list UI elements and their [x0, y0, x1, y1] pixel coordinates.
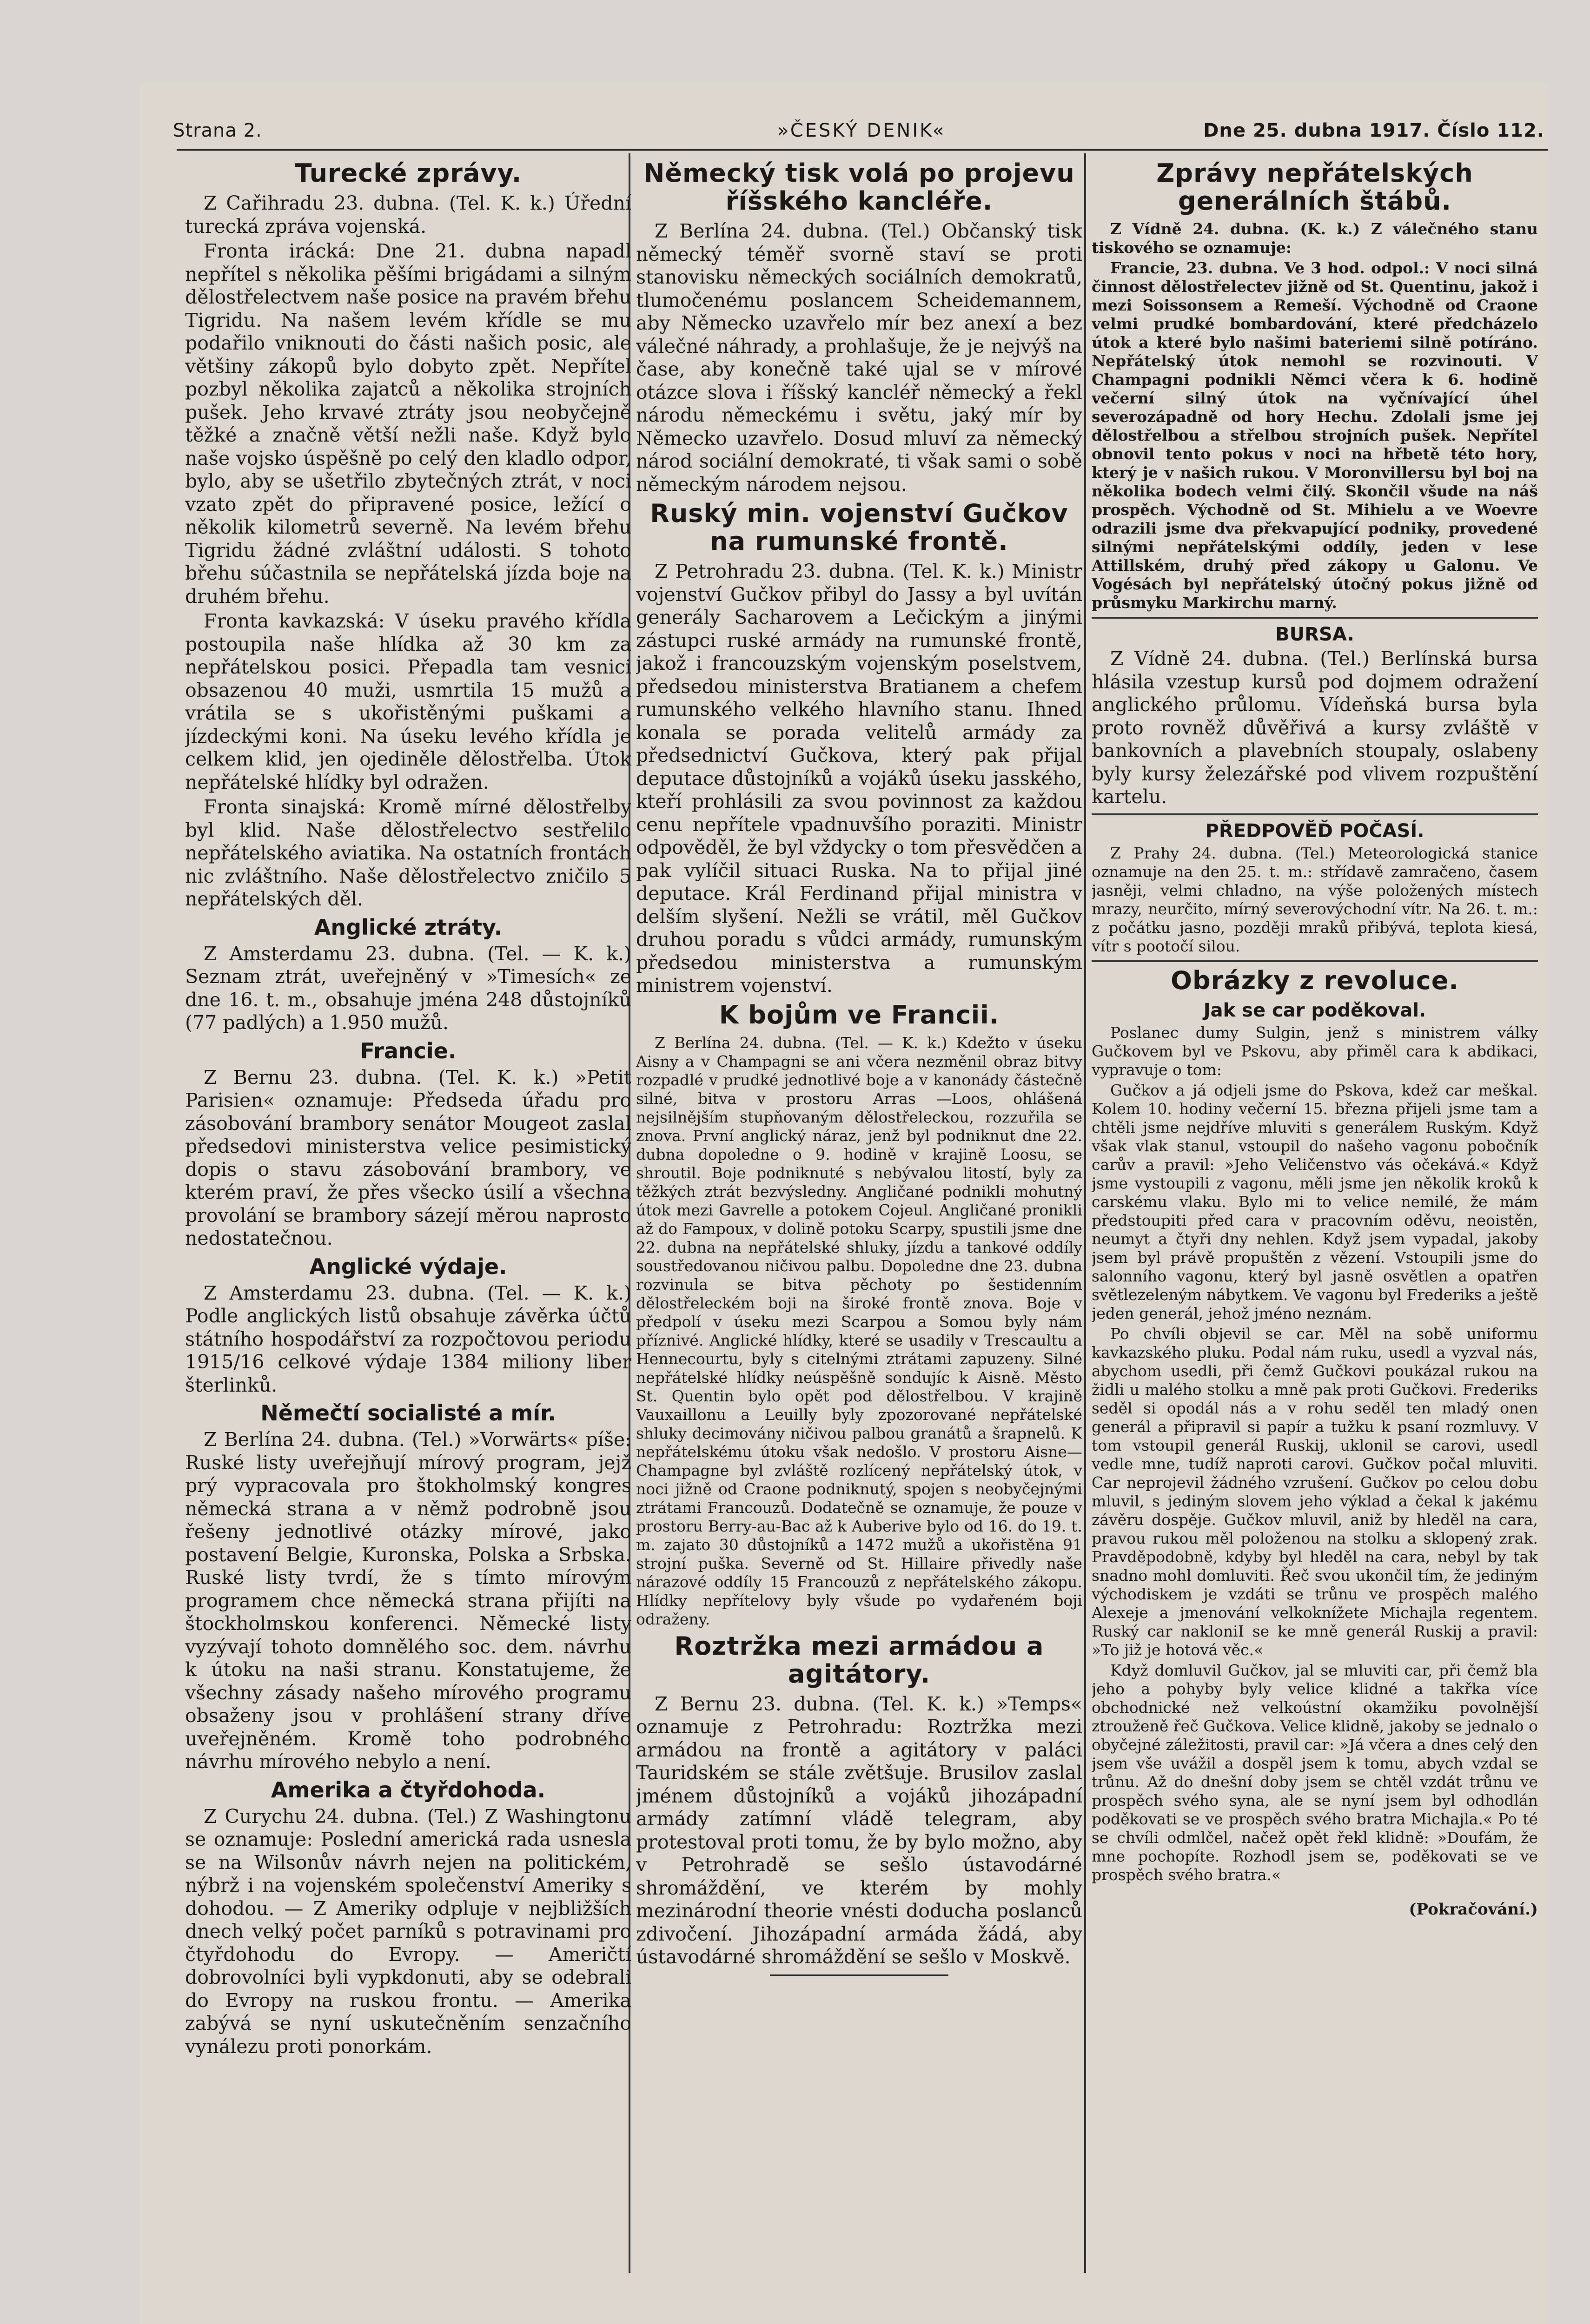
section-separator — [1092, 960, 1538, 962]
article-text: Francie, 23. dubna. Ve 3 hod. odpol.: V noci silná činnost dělostřelectev jižně od St. Quentinu, jakož i mezi Soissonsem a Remeší. Východně od Craone velmi prudké bombardování, které předcházelo útok a které bylo našimi bateriemi silně potíráno. Nepřátelský útok nemohl se rozvinouti. V Champagni podnikli Němci včera k 6. hodině večerní silný útok na vyčnívající úhel severozápadně od hory Hechu. Zdolali jsme jej dělostřelbou a střelbou strojních pušek. Nepřítel obnovil tento pokus v noci na hřbetě této hory, který je v našich rukou. V Moronvillersu byl boj na několika bodech velmi čilý. Skončil všude na náš prospěch. Východně od St. Mihielu a ve Woevre odrazili jsme dva překvapující podniky, provedené silnými nepřátelskými oddíly, jeden v lese Attillském, druhý před zákopy u Galonu. Ve Vogésách byl nepřátelský útočný pokus jižně od průsmyku Markirchu marný. — [1092, 259, 1538, 612]
article-text: Z Bernu 23. dubna. (Tel. K. k.) »Petit Parisien« oznamuje: Předseda úřadu pro zásobování brambory senátor Mougeot zaslal předsedovi ministerstva velice pesimistický dopis o stavu zásobování brambory, ve kterém praví, že přes všecko úsilí a všechna provolání se brambory sázejí měrou naprosto nedostatečnou. — [185, 1066, 631, 1249]
newspaper-title: »ČESKÝ DENIK« — [777, 120, 946, 141]
article-title: BURSA. — [1275, 624, 1354, 645]
article-title: Turecké zprávy. — [294, 158, 522, 188]
article-text: Fronta kavkazská: V úseku pravého křídla postoupila naše hlídka až 30 km za nepřátelskou posici. Přepadla tam vesnici obsazenou 40 muži, usmrtila 15 mužů a vrátila se s ukořistěnými puškami a jízdeckými koni. Na úseku levého křídla je celkem klid, jen ojediněle dělostřelba. Útok nepřátelské hlídky byl odražen. — [185, 610, 631, 793]
column-divider — [1084, 153, 1086, 2273]
column-1 — [185, 156, 631, 2303]
article-text: Z Amsterdamu 23. dubna. (Tel. — K. k.) Podle anglických listů obsahuje závěrka účtů státního hospodářství za rozpočtovou periodu 1915/16 celkové výdaje 1384 miliony liber šterlinků. — [185, 1281, 631, 1396]
article-text: Fronta irácká: Dne 21. dubna napadl nepřítel s několika pěšími brigádami a silným dělostřelectvem naše posice na pravém břehu Tigridu. Na našem levém křídle se mu podařilo vniknouti do části našich posic, ale většiny zákopů bylo dobyto zpět. Nepřítel pozbyl několika zajatců a několika strojních pušek. Jeho krvavé ztráty jsou neobyčejně těžké a značně větší nežli naše. Když bylo naše vojsko úspěšně po celý den kladlo odpor, bylo, aby se ušetřilo zbytečných ztrát, v noci vzato zpět do připravené posice, ležící o několik kilometrů severně. Na levém břehu Tigridu žádné zvláštní události. S tohoto břehu súčastnila se nepřátelská jízda boje na druhém břehu. — [185, 240, 631, 607]
column-3 — [1092, 156, 1538, 2303]
article-title: Obrázky z revoluce. — [1171, 965, 1459, 995]
article-subtitle: Jak se car poděkoval. — [1203, 999, 1426, 1021]
article-text: Z Amsterdamu 23. dubna. (Tel. — K. k.) Seznam ztrát, uveřejněný v »Timesích« ze dne 16. t. m., obsahuje jména 248 důstojníků (77 padlých) a 1.950 mužů. — [185, 942, 631, 1034]
article-text: Z Petrohradu 23. dubna. (Tel. K. k.) Ministr vojenství Gučkov přibyl do Jassy a byl uvítán generály Sacharovem a Lečickým a jinými zástupci ruské armády na rumunské frontě, jakož i francouzským vojenským poselstvem, předsedou ministerstva Bratianem a chefem rumunského velkého hlavního stanu. Ihned konala se porada velitelů armády za předsednictví Gučkova, který pak přijal deputace důstojníků a vojáků úseku jasského, kteří prohlásili za svou povinnost za každou cenu nepřítele vpadnuvšího poraziti. Ministr odpověděl, že byl vždycky o tom přesvědčen a pak vylíčil situaci Ruska. Na to přijal jiné deputace. Král Ferdinand přijal ministra v delším slyšení. Nežli se vrátil, měl Gučkov druhou poradu s vůdci armády, rumunským předsedou ministerstva a rumunským ministrem vojenství. — [636, 560, 1082, 997]
article-text: Z Bernu 23. dubna. (Tel. K. k.) »Temps« oznamuje z Petrohradu: Roztržka mezi armádou na frontě a agitátory v paláci Tauridském se stále zvětšuje. Brusilov zaslal jménem důstojníků a vojáků jihozápadní armády zatímní vládě telegram, aby protestoval proti tomu, že by bylo možno, aby v Petrohradě se sešlo ústavodárné shromáždění, ve kterém by mohly mezinárodní theorie vnésti doducha poslanců zdivočení. Jihozápadní armáda žádá, aby ústavodárné shromáždění se sešlo v Moskvě. — [636, 1692, 1082, 1968]
article-title: Němečtí socialisté a mír. — [260, 1400, 556, 1426]
masthead-rule — [177, 149, 1548, 151]
article-title: Německý tisk volá po projevu říšského kancléře. — [643, 158, 1075, 216]
article-title: Anglické ztráty. — [314, 914, 503, 940]
section-separator — [1092, 813, 1538, 815]
article-text: Z Cařihradu 23. dubna. (Tel. K. k.) Úřední turecká zpráva vojenská. — [185, 192, 631, 238]
article-title: Amerika a čtyřdohoda. — [271, 1777, 546, 1802]
article-title: Francie. — [360, 1038, 457, 1063]
article-title: Zprávy nepřátelských generálních štábů. — [1156, 158, 1473, 216]
column-2 — [636, 156, 1082, 2303]
article-text: Z Vídně 24. dubna. (Tel.) Berlínská bursa hlásila vzestup kursů pod dojmem odražení anglického průlomu. Vídeňská bursa byla proto rovněž důvěřivá a kursy zvláště v bankovních a plavebních stoupaly, oslabeny byly kursy železářské pod vlivem rozpuštění kartelu. — [1092, 647, 1538, 808]
article-text: Z Berlína 24. dubna. (Tel. — K. k.) Kdežto v úseku Aisny a v Champagni se ani včera nezměnil obraz bitvy rozpadlé v prudké jednotlivé boje a v kanonády částečně silné, bitva v prostoru Arras —Loos, ohlášená nejsilnějším stupňovaným dělostřeleckou, rozzuřila se znova. První anglický náraz, jenž byl podniknut dne 22. dubna dopoledne o 9. hodině v krajině Loosu, se shroutil. Boje podniknuté s nebývalou litostí, byly za těžkých ztrát bezvýsledny. Angličané podnikli mohutný útok mezi Gavrelle a potokem Cojeul. Angličané pronikli až do Fampoux, v dolině potoku Scarpy, spustili jsme dne 22. dubna na nepřátelské shluky, jízdu a tankové oddíly soustředovanou ničivou palbu. Dopoledne dne 23. dubna rozvinula se bitva pěchoty po šestidenním dělostřeleckém boji na široké frontě znova. Boje v předpolí v úseku mezi Scarpou a Somou byly nám příznivé. Anglické hlídky, které se usadily v Trescaultu a Hennecourtu, byly s citelnými ztrátami zapuzeny. Silné nepřátelské hlídky neúspěšně sondujíc k Aisně. Město St. Quentin bylo opět pod dělostřelbou. V krajině Vauxaillonu a Leuilly byly zpozorované nepřátelské shluky decimovány ničivou palbou granátů a šrapnelů. K nepřátelskému útoku však nedošlo. V prostoru Aisne—Champagne byl zvláště rozlícený nepřátelský útok, v noci jižně od Craone podniknutý, spojen s neobyčejnými ztrátami Francouzů. Dodatečně se oznamuje, že pouze v prostoru Berry-au-Bac až k Auberive bylo od 16. do 19. t. m. zajato 30 důstojníků a 1472 mužů a ukořistěna 91 strojní puška. Severně od St. Hillaire přivedly naše nárazové oddíly 15 Francouzů z nepřátelského zákopu. Hlídky nepřítelovy byly všude po vydařeném boji odraženy. — [636, 1033, 1082, 1628]
article-title: Roztržka mezi armádou a agitátory. — [674, 1631, 1044, 1689]
article-text: Po chvíli objevil se car. Měl na sobě uniformu kavkazského pluku. Podal nám ruku, usedl a vyzval nás, abychom usedli, při čemž Gučkovi poukázal rukou na židli u malého stolku a mně pak proti Gučkovi. Frederiks seděl si opodál nás a v rohu seděl ten mladý onen generál a připravil si papír a tužku k psaní rozmluvy. V tom vstoupil generál Ruskij, uklonil se carovi, usedl vedle mne, tudíž naproti carovi. Gučkov počal mluviti. Car neprojevil žádného vzrušení. Gučkov po celou dobu mluvil, s jediným slovem jeho výklad a čekal k jakému závěru dospěje. Gučkov mluvil, aniž by hleděl na cara, pravou rukou měl položenou na stolku a sklopený zrak. Pravděpodobně, kdyby byl hleděl na cara, nebyl by tak snadno mohl domluviti. Řeč svou ukončil tím, že jediným východiskem je vzdáti se trůnu ve prospěch malého Alexeje a jmenování velkoknížete Michajla regentem. Ruský car nakloniI se ke mně generál Ruskij a pravil: »To již je hotová věc.« — [1092, 1324, 1538, 1659]
article-title: K bojům ve Francii. — [719, 1000, 1000, 1030]
article-text: Z Curychu 24. dubna. (Tel.) Z Washingtonu se oznamuje: Poslední americká rada usnesla se na Wilsonův návrh nejen na politickém, nýbrž i na vojenském společenství Ameriky s dohodou. — Z Ameriky odpluje v nejbližších dnech velký počet parníků s potravinami pro čtyřdohodu do Evropy. — Američtí dobrovolníci byli vypkdonuti, aby se odebrali do Evropy na ruskou frontu. — Amerika zabývá se nyní uskutečněním senzačního vynálezu proti ponorkám. — [185, 1805, 631, 2058]
article-title: Anglické výdaje. — [309, 1254, 507, 1279]
article-text: Z Berlína 24. dubna. (Tel.) Občanský tisk německý téměř svorně staví se proti stanovisku německých sociálních demokratů, tlumočenému poslancem Scheidemannem, aby Německo uzavřelo mír bez anexí a bez válečné náhrady, a prohlašuje, že je nejvýš na čase, aby konečně také ujal se v mírové otázce slova i říšský kancléř německý a řekl národu německému i světu, jaký mír by Německo uzavřelo. Dosud mluví za německý národ sociální demokraté, ti však sami o sobě německým národem nejsou. — [636, 220, 1082, 495]
article-text: Fronta sinajská: Kromě mírné dělostřelby byl klid. Naše dělostřelectvo sestřelilo nepřátelského aviatika. Na ostatních frontách nic zvláštního. Naše dělostřelectvo zničilo 5 nepřátelských děl. — [185, 796, 631, 910]
section-separator — [1092, 617, 1538, 619]
article-text: Gučkov a já odjeli jsme do Pskova, kdež car meškal. Kolem 10. hodiny večerní 15. března přijeli jsme tam a chtěli jsme nejdříve mluviti s generálem Ruským. Když však vlak stanul, vstoupil do našeho vagonu pobočník carův a pravil: »Jeho Veličenstvo vás očekává.« Když jsme vystoupili z vagonu, měli jsme jen několik kroků k carskému vlaku. Bylo mi to velice nemilé, že mám předstoupiti před cara v pracovním oděvu, neoistěn, neumyt a čtyři dny nehlen. Když jsem vypadal, jakoby jsem byl právě propuštěn z vězení. Vstoupili jsme do salonního vagonu, který byl jasně osvětlen a opatřen světlezeleným nábytkem. Ve vagonu byl Frederiks a ještě jeden generál, jehož jméno neznám. — [1092, 1081, 1538, 1322]
article-title: Ruský min. vojenství Gučkov na rumunské frontě. — [650, 499, 1068, 556]
masthead — [173, 111, 1544, 148]
article-text: Z Vídně 24. dubna. (K. k.) Z válečného stanu tiskového se oznamuje: — [1092, 220, 1538, 257]
issue-date: Dne 25. dubna 1917. Číslo 112. — [1203, 120, 1544, 141]
article-text: Když domluvil Gučkov, jal se mluviti car, při čemž bla jeho a pohyby byly velice klidné a takřka více obchodnické než velkoústní okamžiku povolnější ztrouženě řeč Gučkova. Velice klidně, jakoby se jednalo o obyčejné záležitosti, pravil car: »Já včera a dnes celý den jsem vše uvážil a dospěl jsem k tomu, abych vzdal se trůnu. Až do dnešní doby jsem se chtěl vzdát trůnu ve prospěch svého syna, ale se nyní jsem byl odhodlán poděkovati se ve prospěch svého bratra Michajla.« Po té se chvíli odmlčel, načež opět řekl klidně: »Doufám, že mne pochopíte. Rozhodl jsem se, poděkovati se ve prospěch svého bratra.« — [1092, 1661, 1538, 1884]
article-title: PŘEDPOVĚĎ POČASÍ. — [1205, 820, 1424, 842]
section-separator — [770, 1974, 948, 1976]
article-text: Z Berlína 24. dubna. (Tel.) »Vorwärts« píše: Ruské listy uveřejňují mírový program, jejž prý vypracovala pro štokholmský kongres německá strana a v němž podrobně jsou řešeny jednotlivé otázky mírové, jako postavení Belgie, Kuronska, Polska a Srbska. Ruské listy tvrdí, že s tímto mírovým programem chce německá strana přijíti na štockholmskou konferenci. Německé listy vyzývají tohoto domnělého soc. dem. návrhu k útoku na naši stranu. Konstatujeme, že všechny zásady našeho mírového programu obsaženy jsou v prohlášení strany dříve uveřejněném. Kromě toho podrobného návrhu mírového nebylo a není. — [185, 1428, 631, 1773]
continued-note: (Pokračování.) — [1409, 1900, 1538, 1919]
article-text: Poslanec dumy Sulgin, jenž s ministrem války Gučkovem byl ve Pskovu, aby přiměl cara k abdikaci, vypravuje o tom: — [1092, 1023, 1538, 1079]
page-number: Strana 2. — [173, 120, 262, 141]
article-text: Z Prahy 24. dubna. (Tel.) Meteorologická stanice oznamuje na den 25. t. m.: střídavě zamračeno, časem jasněji, velmi chladno, na výše položených místech mrazy, neurčito, mírný severovýchodní vítr. Na 26. t. m.: z počátku jasno, později mraků přibývá, teplota kiesá, vítr s pootočí silou. — [1092, 844, 1538, 955]
